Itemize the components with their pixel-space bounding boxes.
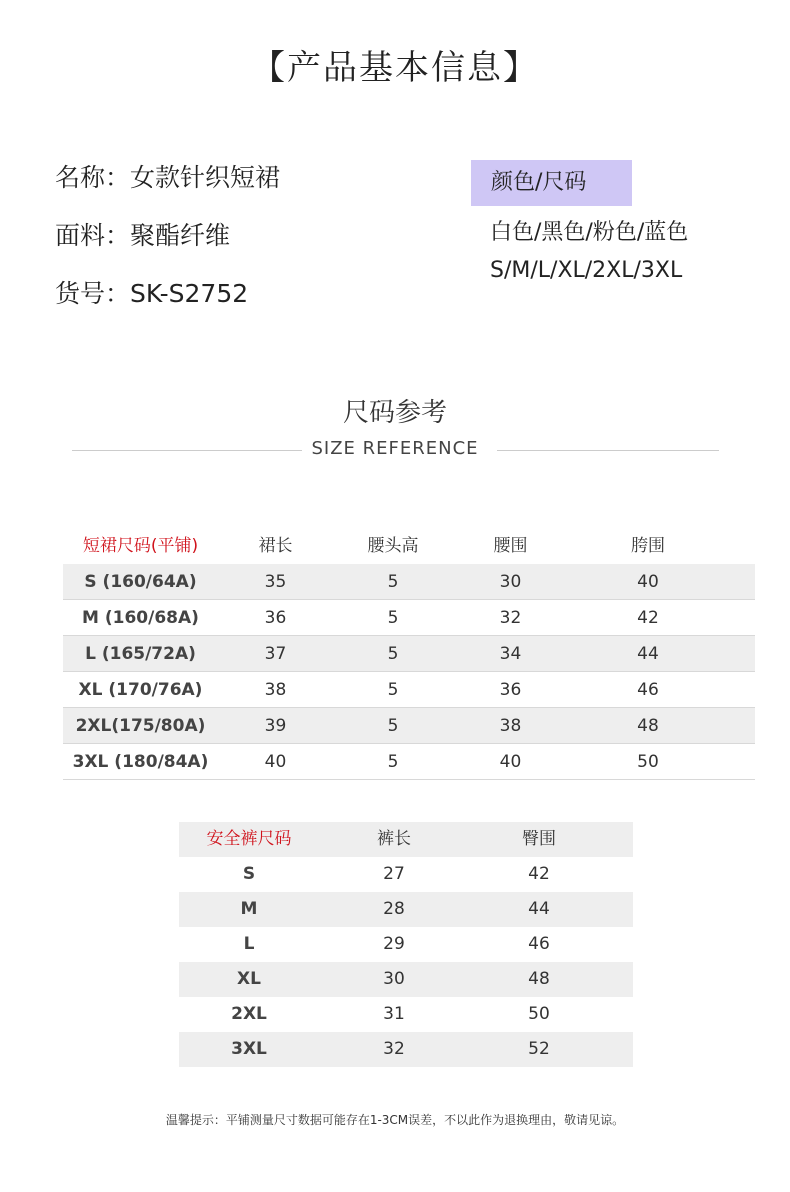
value-cell: 30 bbox=[383, 969, 405, 989]
header-hip: 臀围 bbox=[522, 829, 556, 849]
size-cell: M (160/68A) bbox=[82, 608, 199, 628]
table-row bbox=[179, 892, 633, 927]
product-item-number: 货号：SK-S2752 bbox=[55, 279, 249, 308]
value-cell: 5 bbox=[387, 608, 399, 628]
page-title: 【产品基本信息】 bbox=[251, 48, 539, 88]
value-cell: 50 bbox=[637, 752, 659, 772]
size-cell: 3XL (180/84A) bbox=[72, 752, 209, 772]
color-size-tag bbox=[471, 160, 632, 206]
header-waist: 腰围 bbox=[493, 536, 528, 556]
size-cell: L (165/72A) bbox=[85, 644, 196, 664]
size-cell: S (160/64A) bbox=[84, 572, 197, 592]
measurement-note: 温馨提示：平铺测量尺寸数据可能存在1-3CM误差，不以此作为退换理由，敬请见谅。 bbox=[165, 1113, 625, 1127]
shorts-size-table bbox=[179, 822, 633, 1067]
table-row bbox=[63, 600, 755, 636]
value-cell: 36 bbox=[264, 608, 287, 628]
size-cell: 2XL(175/80A) bbox=[75, 716, 206, 736]
header-size: 安全裤尺码 bbox=[206, 829, 292, 849]
header-waistband: 腰头高 bbox=[367, 536, 419, 556]
value-cell: 28 bbox=[383, 899, 405, 919]
value-cell: 42 bbox=[528, 864, 550, 884]
table-row bbox=[179, 997, 633, 1032]
value-cell: 32 bbox=[499, 608, 522, 628]
value-cell: 37 bbox=[264, 644, 287, 664]
color-options: 白色/黑色/粉色/蓝色 bbox=[490, 220, 689, 245]
value-cell: 5 bbox=[387, 716, 399, 736]
value-cell: 39 bbox=[264, 716, 287, 736]
table-row bbox=[179, 962, 633, 997]
table-header bbox=[179, 822, 633, 857]
size-cell: L bbox=[243, 934, 255, 954]
header-hip: 胯围 bbox=[631, 536, 665, 556]
header-length: 裙长 bbox=[258, 536, 293, 556]
value-cell: 29 bbox=[383, 934, 405, 954]
header-length: 裤长 bbox=[377, 829, 411, 849]
size-cell: 2XL bbox=[231, 1004, 267, 1024]
header-size: 短裙尺码(平铺) bbox=[82, 536, 199, 556]
section-subtitle: SIZE REFERENCE bbox=[311, 438, 479, 459]
value-cell: 40 bbox=[264, 752, 287, 772]
value-cell: 27 bbox=[383, 864, 405, 884]
value-cell: 35 bbox=[264, 572, 287, 592]
size-cell: S bbox=[242, 864, 256, 884]
value-cell: 40 bbox=[637, 572, 659, 592]
value-cell: 46 bbox=[528, 934, 550, 954]
value-cell: 31 bbox=[383, 1004, 405, 1024]
value-cell: 44 bbox=[528, 899, 550, 919]
color-size-label: 颜色/尺码 bbox=[491, 170, 587, 195]
table-row bbox=[179, 857, 633, 892]
value-cell: 32 bbox=[383, 1039, 405, 1059]
divider-right bbox=[497, 450, 719, 451]
value-cell: 30 bbox=[499, 572, 522, 592]
table-row bbox=[63, 708, 755, 744]
color-size-values bbox=[490, 214, 688, 290]
table-row bbox=[63, 564, 755, 600]
value-cell: 42 bbox=[637, 608, 659, 628]
size-cell: XL (170/76A) bbox=[78, 680, 203, 700]
table-row bbox=[179, 927, 633, 962]
size-cell: 3XL bbox=[231, 1039, 267, 1059]
size-cell: XL bbox=[237, 969, 261, 989]
value-cell: 5 bbox=[387, 644, 399, 664]
table-row bbox=[63, 672, 755, 708]
product-fabric: 面料：聚酯纤维 bbox=[55, 221, 231, 250]
table-row bbox=[63, 744, 755, 780]
value-cell: 38 bbox=[264, 680, 287, 700]
size-options: S/M/L/XL/2XL/3XL bbox=[490, 258, 683, 283]
table-row bbox=[63, 636, 755, 672]
table-header bbox=[63, 528, 755, 564]
value-cell: 5 bbox=[387, 680, 399, 700]
value-cell: 34 bbox=[499, 644, 522, 664]
value-cell: 52 bbox=[528, 1039, 550, 1059]
value-cell: 36 bbox=[499, 680, 522, 700]
value-cell: 50 bbox=[528, 1004, 550, 1024]
value-cell: 5 bbox=[387, 752, 399, 772]
size-cell: M bbox=[240, 899, 258, 919]
value-cell: 5 bbox=[387, 572, 399, 592]
skirt-size-table bbox=[63, 528, 755, 780]
value-cell: 40 bbox=[499, 752, 522, 772]
value-cell: 44 bbox=[637, 644, 659, 664]
value-cell: 38 bbox=[499, 716, 522, 736]
table-row bbox=[179, 1032, 633, 1067]
value-cell: 46 bbox=[637, 680, 659, 700]
product-info bbox=[55, 158, 280, 332]
value-cell: 48 bbox=[637, 716, 659, 736]
section-title: 尺码参考 bbox=[342, 398, 447, 428]
value-cell: 48 bbox=[528, 969, 550, 989]
product-name: 名称：女款针织短裙 bbox=[55, 163, 281, 192]
